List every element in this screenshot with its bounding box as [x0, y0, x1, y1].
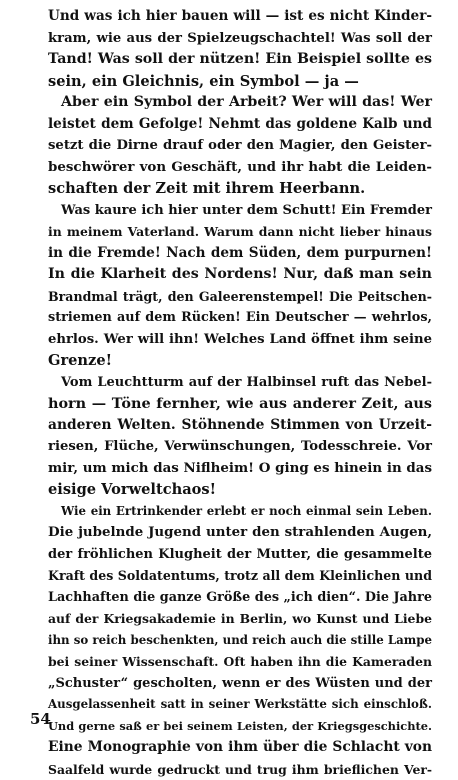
text-line: setzt die Dirne drauf oder den Magier, den Geister-	[48, 135, 432, 157]
text-line: in die Fremde! Nach dem Süden, dem purpurnen!	[48, 243, 432, 265]
text-line: striemen auf dem Rücken! Ein Deutscher — wehrlos,	[48, 307, 432, 329]
text-line: auf der Kriegsakademie in Berlin, wo Kunst und Liebe	[48, 608, 432, 630]
text-line: Kraft des Soldatentums, trotz all dem Kleinlichen und	[48, 565, 432, 587]
text-line: Wie ein Ertrinkender erlebt er noch einmal sein Leben.	[48, 501, 432, 523]
text-line: Die jubelnde Jugend unter den strahlenden Augen,	[48, 522, 432, 544]
text-line: sein, ein Gleichnis, ein Symbol — ja —	[48, 71, 432, 93]
text-line: riesen, Flüche, Verwünschungen, Todesschreie. Vor	[48, 436, 432, 458]
text-line: In die Klarheit des Nordens! Nur, daß man sein	[48, 264, 432, 286]
text-line: ihn so reich beschenkten, und reich auch die stille Lampe	[48, 630, 432, 652]
text-line: Grenze!	[48, 350, 432, 372]
text-line: leistet dem Gefolge! Nehmt das goldene Kalb und	[48, 114, 432, 136]
text-line: Tand! Was soll der nützen! Ein Beispiel sollte es	[48, 49, 432, 71]
body-text	[48, 6, 432, 780]
text-line: kram, wie aus der Spielzeugschachtel! Was soll der	[48, 28, 432, 50]
text-line: der fröhlichen Klugheit der Mutter, die gesammelte	[48, 544, 432, 566]
text-line: eisige Vorweltchaos!	[48, 479, 432, 501]
text-line: horn — Töne fernher, wie aus anderer Zeit, aus	[48, 393, 432, 415]
text-line: Ausgelassenheit satt in seiner Werkstätte sich einschloß.	[48, 694, 432, 716]
text-line: mir, um mich das Niflheim! O ging es hinein in das	[48, 458, 432, 480]
page-number: 54	[30, 710, 51, 728]
text-line: Saalfeld wurde gedruckt und trug ihm brieflichen Ver-	[48, 759, 432, 780]
text-line: ehrlos. Wer will ihn! Welches Land öffnet ihm seine	[48, 329, 432, 351]
text-line: bei seiner Wissenschaft. Oft haben ihn die Kameraden	[48, 651, 432, 673]
text-line: Was kaure ich hier unter dem Schutt! Ein Fremder	[48, 200, 432, 222]
text-line: Vom Leuchtturm auf der Halbinsel ruft das Nebel-	[48, 372, 432, 394]
text-line: Und was ich hier bauen will — ist es nicht Kinder-	[48, 6, 432, 28]
text-line: Eine Monographie von ihm über die Schlacht von	[48, 737, 432, 759]
text-line: anderen Welten. Stöhnende Stimmen von Urzeit-	[48, 415, 432, 437]
text-line: in meinem Vaterland. Warum dann nicht lieber hinaus	[48, 221, 432, 243]
text-line: Lachhaften die ganze Größe des „ich dien“. Die Jahre	[48, 587, 432, 609]
text-line: „Schuster“ gescholten, wenn er des Wüsten und der	[48, 673, 432, 695]
text-line: beschwörer von Geschäft, und ihr habt die Leiden-	[48, 157, 432, 179]
text-line: Aber ein Symbol der Arbeit? Wer will das! Wer	[48, 92, 432, 114]
text-line: schaften der Zeit mit ihrem Heerbann.	[48, 178, 432, 200]
text-line: Und gerne saß er bei seinem Leisten, der Kriegsgeschichte.	[48, 716, 432, 738]
text-line: Brandmal trägt, den Galeerenstempel! Die Peitschen-	[48, 286, 432, 308]
